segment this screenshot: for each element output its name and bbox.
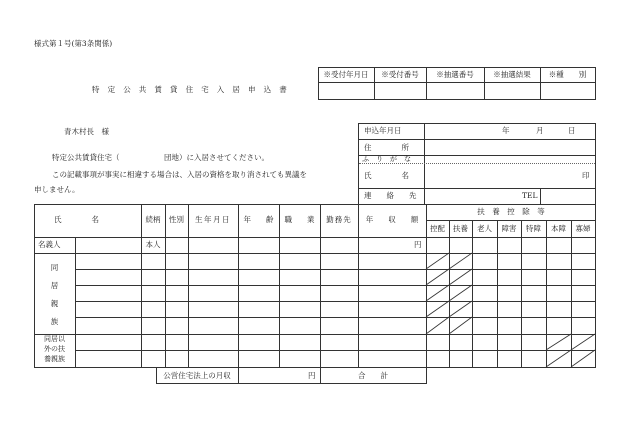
- non-cohabitant-label-line-1: 同居以: [44, 335, 65, 343]
- cohabitant-label-char-3: 親: [50, 299, 59, 308]
- application-text-start: 特定公共賃貸住宅（: [52, 153, 120, 162]
- monthly-income-label: 公営住宅法上の月収: [163, 371, 231, 380]
- application-text-end: 団地）に入居させてください。: [164, 153, 269, 162]
- member-name-header: 氏 名: [54, 215, 99, 224]
- date-year-label: 年: [502, 126, 510, 135]
- reception-number-header: ※受付番号: [381, 70, 419, 79]
- workplace-header: 勤務先: [326, 215, 352, 224]
- deduction-special-disability-header: 特障: [526, 224, 541, 233]
- age-header: 年 齢: [243, 215, 274, 224]
- annual-income-header: 年 収 額: [365, 215, 419, 224]
- birthdate-header: 生年月日: [195, 215, 231, 224]
- deduction-spouse-header: 控配: [430, 224, 445, 233]
- non-cohabitant-label-line-3: 養親族: [44, 355, 65, 363]
- reception-date-header: ※受付年月日: [323, 70, 369, 79]
- relation-header: 続柄: [145, 215, 161, 224]
- monthly-income-yen: 円: [308, 371, 316, 380]
- deduction-group-header: 扶 養 控 除 等: [477, 207, 545, 216]
- addressee: 青木村長 様: [64, 127, 109, 136]
- cohabitant-label-char-1: 同: [50, 263, 59, 272]
- head-of-household-label: 名義人: [38, 240, 61, 249]
- form-number-label: 様式第１号(第3条関係): [34, 39, 113, 48]
- form-title: 特 定 公 共 賃 貸 住 宅 入 居 申 込 書: [92, 85, 287, 94]
- deduction-self-disability-header: 本障: [551, 224, 566, 233]
- category-header: ※種 別: [548, 70, 587, 79]
- deduction-widow-header: 寡婦: [575, 224, 591, 233]
- tel-label: TEL: [522, 191, 538, 200]
- head-income-yen: 円: [414, 240, 422, 249]
- head-relation-value: 本人: [145, 240, 161, 249]
- declaration-line-1: この記載事項が事実に相違する場合は、入居の資格を取り消されても異議を: [52, 170, 307, 179]
- date-month-label: 月: [536, 126, 544, 135]
- applicant-name-label: 氏 名: [364, 171, 409, 180]
- furigana-label: ふ り が な: [362, 155, 411, 163]
- lottery-number-header: ※抽選番号: [436, 70, 474, 79]
- deduction-elderly-header: 老人: [477, 224, 492, 233]
- cohabitant-label-char-4: 族: [50, 317, 59, 326]
- seal-mark: 印: [582, 171, 590, 180]
- non-cohabitant-label-line-2: 外の扶: [44, 345, 65, 353]
- date-day-label: 日: [568, 126, 576, 135]
- occupation-header: 職 業: [284, 215, 315, 224]
- application-date-label: 申込年月日: [364, 126, 402, 135]
- declaration-line-2: 申しません。: [34, 185, 80, 194]
- lottery-result-header: ※抽選結果: [493, 70, 531, 79]
- deduction-disability-header: 障害: [501, 224, 517, 233]
- cohabitant-label-char-2: 居: [50, 281, 59, 290]
- deduction-dependent-header: 扶養: [453, 224, 468, 233]
- address-label: 住 所: [364, 143, 409, 152]
- contact-label: 連 絡 先: [364, 191, 417, 200]
- total-label: 合 計: [358, 371, 388, 380]
- sex-header: 性別: [169, 215, 184, 224]
